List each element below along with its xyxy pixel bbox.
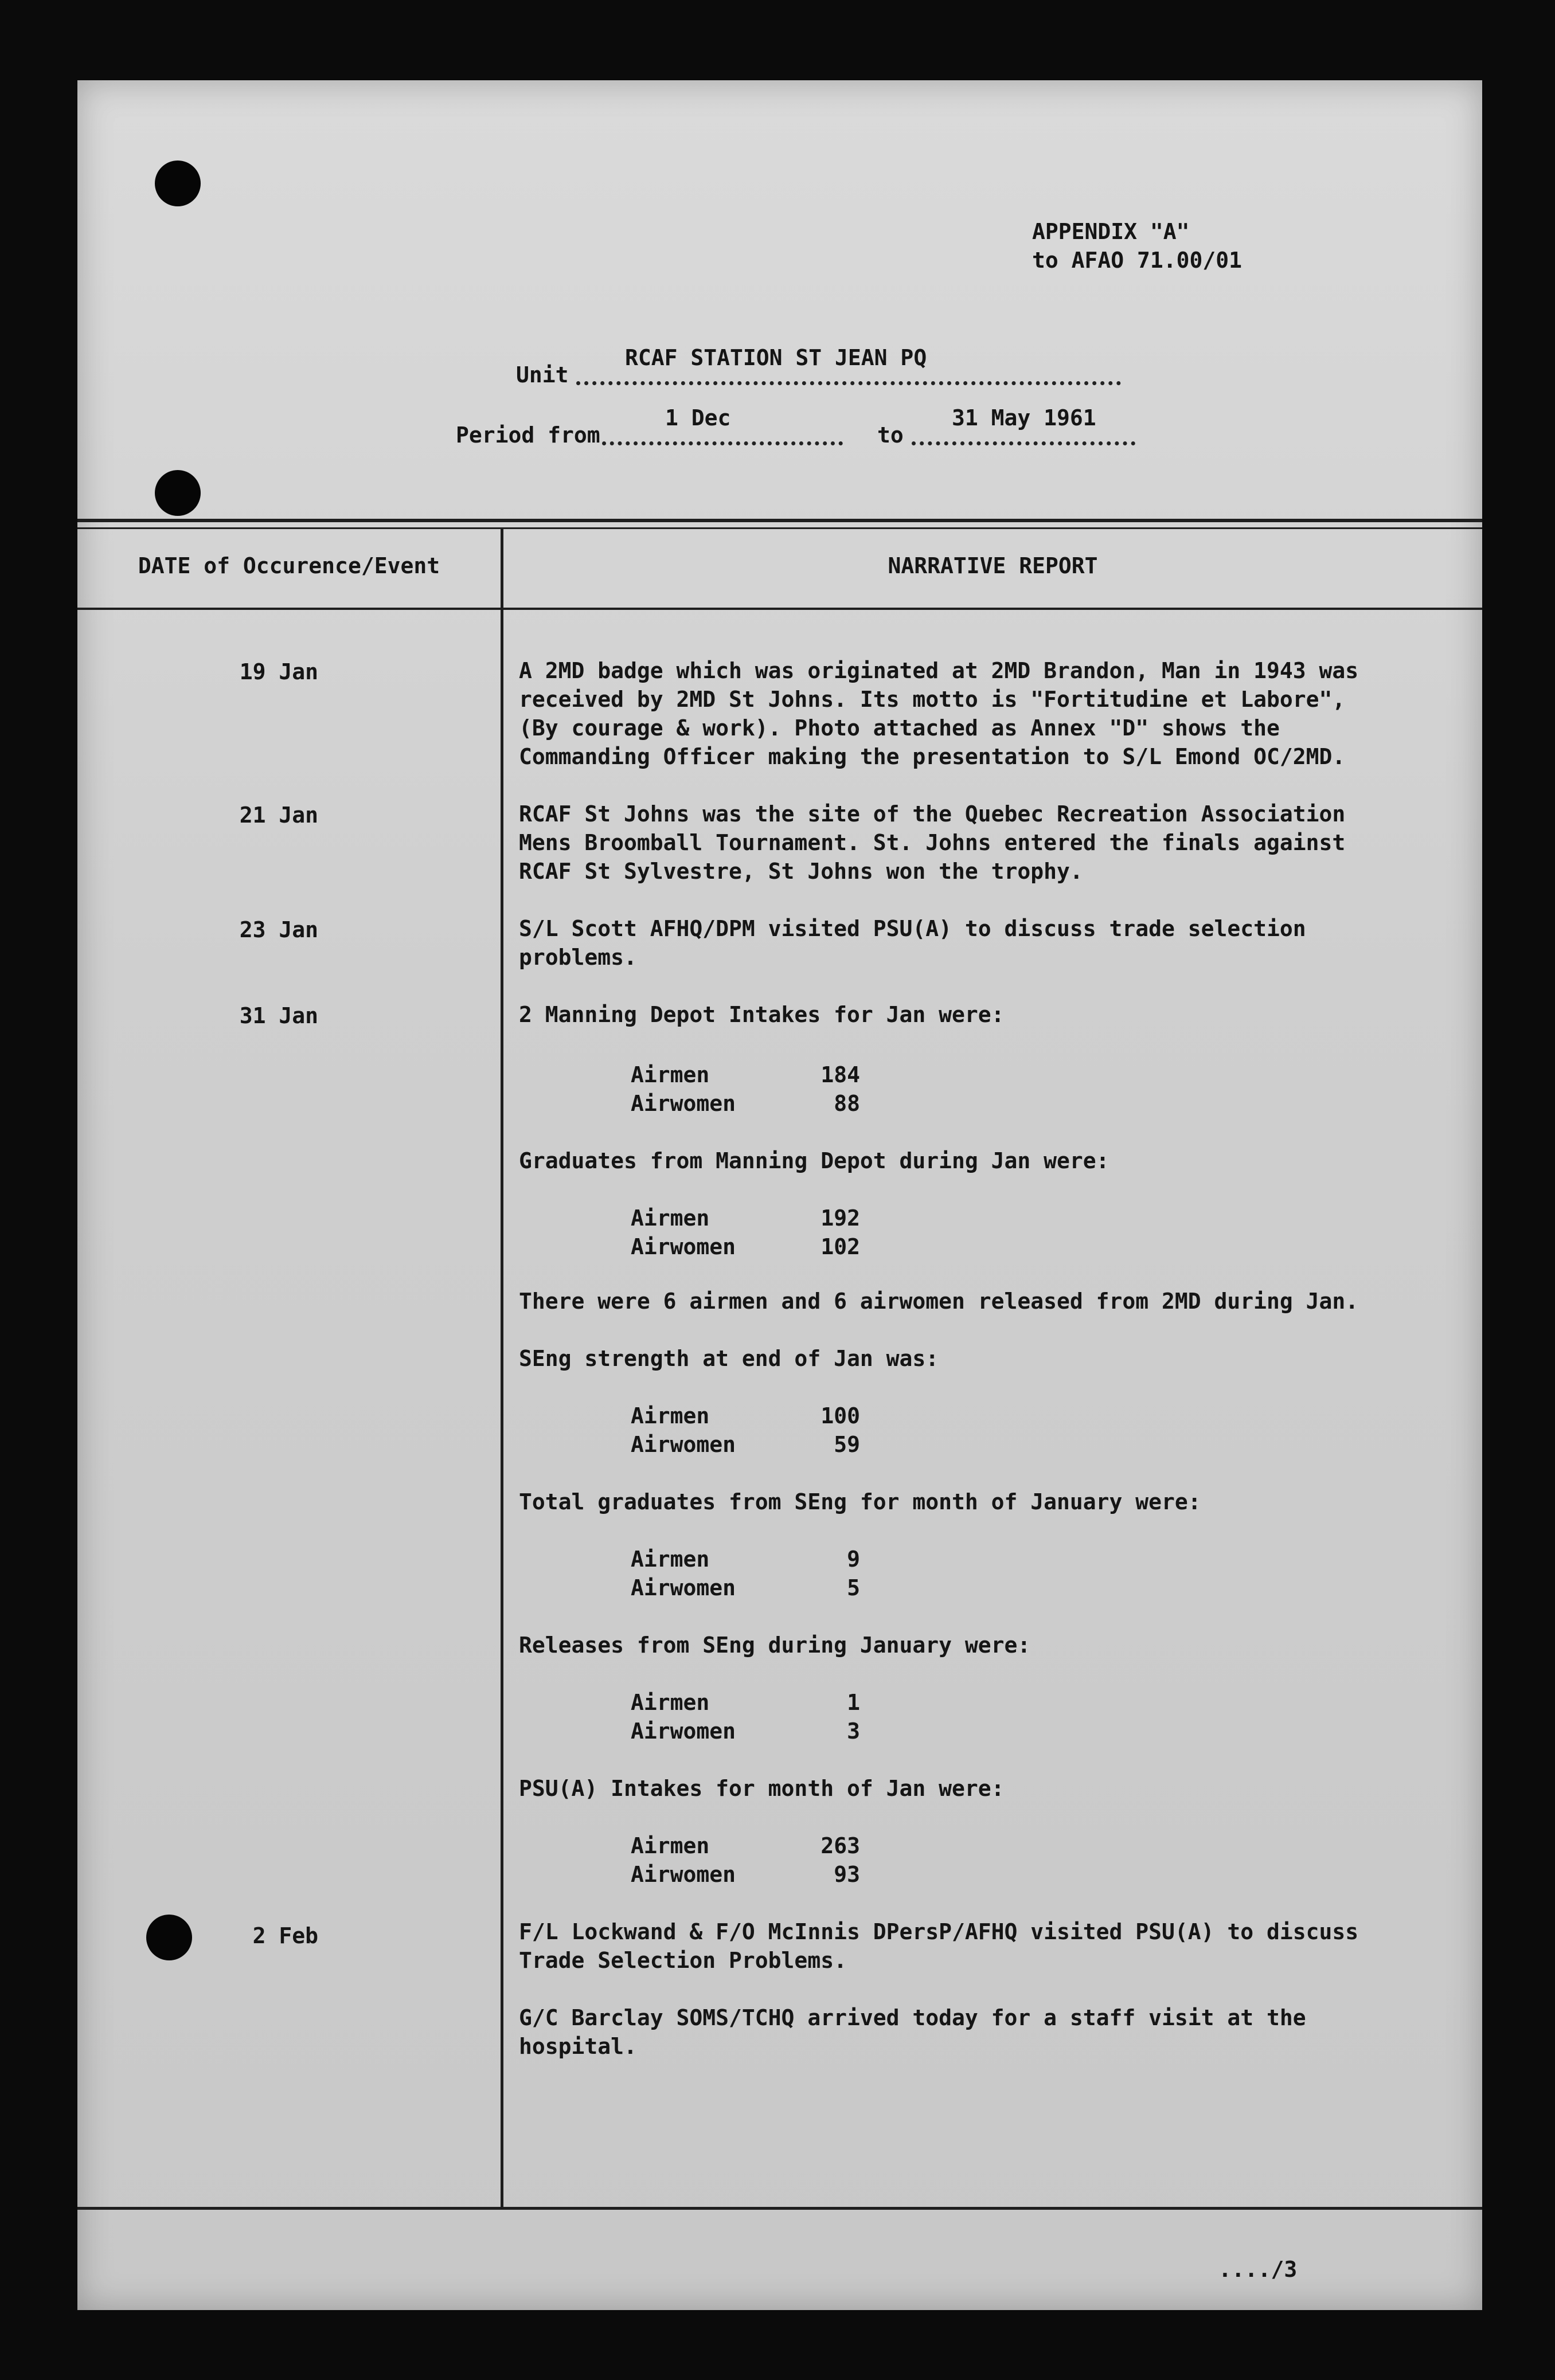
column-header-narrative: NARRATIVE REPORT	[888, 553, 1098, 578]
document-page	[77, 80, 1482, 2310]
entry-line: RCAF St Johns was the site of the Quebec Recreation Association	[519, 801, 1346, 827]
column-header-date: DATE of Occurence/Event	[138, 553, 440, 578]
unit-dotted-line	[576, 381, 1121, 385]
paragraph-seng-strength: SEng strength at end of Jan was:	[519, 1346, 939, 1371]
entry-line: problems.	[519, 945, 637, 970]
period-to-dotted-line	[912, 441, 1135, 445]
stat-row: Airmen 9	[631, 1547, 860, 1572]
entry-date: 23 Jan	[239, 917, 318, 942]
stat-row: Airmen 1	[631, 1690, 860, 1715]
paragraph-seng-grads: Total graduates from SEng for month of January were:	[519, 1489, 1201, 1514]
stat-row: Airmen 263	[631, 1833, 860, 1858]
paragraph-released-md: There were 6 airmen and 6 airwomen released from 2MD during Jan.	[519, 1289, 1359, 1314]
stat-row: Airwomen 102	[631, 1234, 860, 1259]
appendix-reference: to AFAO 71.00/01	[1032, 248, 1243, 273]
entry-text: 2 Manning Depot Intakes for Jan were:	[519, 1002, 1005, 1027]
entry-line: A 2MD badge which was originated at 2MD Brandon, Man in 1943 was	[519, 658, 1359, 683]
entry-line: S/L Scott AFHQ/DPM visited PSU(A) to discuss trade selection	[519, 916, 1306, 941]
unit-label: Unit	[516, 362, 569, 387]
stat-row: Airmen 100	[631, 1403, 860, 1428]
table-top-rule	[77, 519, 1482, 522]
period-from-label: Period from	[456, 422, 600, 448]
stat-row: Airwomen 3	[631, 1719, 860, 1744]
entry-date: 21 Jan	[239, 803, 318, 828]
unit-value: RCAF STATION ST JEAN PQ	[625, 345, 927, 370]
stat-row: Airwomen 59	[631, 1432, 860, 1457]
entry-line: Mens Broomball Tournament. St. Johns entered the finals against	[519, 830, 1346, 855]
entry-text	[519, 1917, 1358, 1975]
entry-line: received by 2MD St Johns. Its motto is "Fortitudine et Labore",	[519, 687, 1346, 712]
paragraph-seng-releases: Releases from SEng during January were:	[519, 1633, 1031, 1658]
stat-row: Airwomen 5	[631, 1575, 860, 1600]
punch-hole-middle	[155, 470, 201, 516]
table-bottom-rule	[77, 2207, 1482, 2210]
period-from-dotted-line	[602, 441, 843, 445]
stat-row: Airwomen 93	[631, 1862, 860, 1887]
paragraph-graduates-md: Graduates from Manning Depot during Jan were:	[519, 1148, 1109, 1173]
entry-text	[519, 914, 1306, 972]
column-divider	[501, 527, 503, 2207]
table-top-rule-thin	[77, 527, 1482, 529]
entry-text	[519, 656, 1358, 771]
stat-row: Airmen 184	[631, 1062, 860, 1087]
entry-date: 31 Jan	[239, 1003, 318, 1028]
period-to-value: 31 May 1961	[952, 405, 1096, 430]
stat-row: Airmen 192	[631, 1205, 860, 1231]
period-to-label: to	[877, 422, 904, 448]
entry-date: 19 Jan	[239, 659, 318, 684]
entry-line: hospital.	[519, 2034, 637, 2059]
entry-line: RCAF St Sylvestre, St Johns won the trophy.	[519, 859, 1083, 884]
page-continuation-marker: ..../3	[1218, 2257, 1298, 2282]
entry-text	[519, 2003, 1306, 2061]
entry-text	[519, 800, 1345, 886]
entry-line: Commanding Officer making the presentation to S/L Emond OC/2MD.	[519, 744, 1346, 769]
entry-line: (By courage & work). Photo attached as Annex "D" shows the	[519, 715, 1280, 741]
entry-date: 2 Feb	[252, 1923, 318, 1948]
stat-row: Airwomen 88	[631, 1091, 860, 1116]
appendix-label: APPENDIX "A"	[1032, 219, 1190, 244]
paragraph-psu-intakes: PSU(A) Intakes for month of Jan were:	[519, 1776, 1005, 1801]
punch-hole-top	[155, 161, 201, 206]
period-from-value: 1 Dec	[665, 405, 731, 430]
header-bottom-rule	[77, 608, 1482, 610]
entry-line: Trade Selection Problems.	[519, 1948, 847, 1973]
entry-line: F/L Lockwand & F/O McInnis DPersP/AFHQ visited PSU(A) to discuss	[519, 1919, 1359, 1944]
entry-line: G/C Barclay SOMS/TCHQ arrived today for a staff visit at the	[519, 2005, 1306, 2030]
